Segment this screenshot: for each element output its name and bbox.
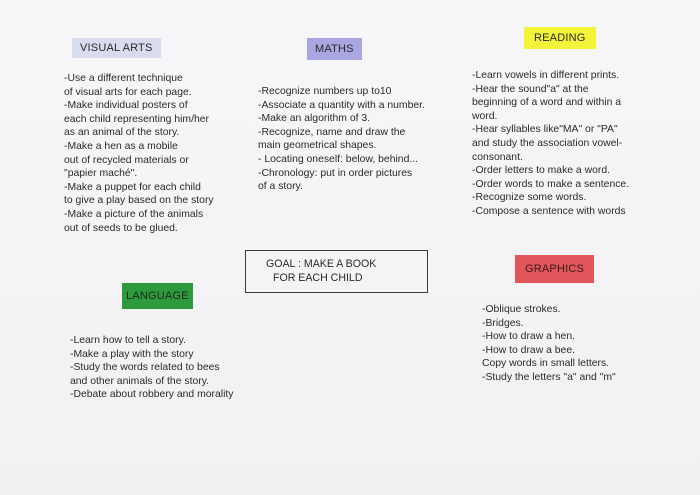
visual-arts-label: VISUAL ARTS [72,38,161,58]
list-item: -How to draw a bee. [482,344,575,356]
list-item: -Make an algorithm of 3. [258,113,371,125]
list-item: -Recognize, name and draw the [258,126,406,138]
list-item: out of recycled materials or [64,154,189,166]
list-item: - Locating oneself: below, behind... [258,153,419,165]
list-item: -Learn vowels in different prints. [472,70,620,81]
graphics-label: GRAPHICS [515,255,594,283]
list-item: -Debate about robbery and morality [70,389,234,401]
list-item: -Order words to make a sentence. [472,178,630,190]
maths-list [258,85,425,194]
list-item: beginning of a word and within a [472,97,622,109]
goal-box [245,250,428,293]
list-item: and study the association vowel- [472,137,623,149]
list-item: -How to draw a hen. [482,331,575,343]
list-item: -Associate a quantity with a number. [258,99,425,111]
list-item: -Bridges. [482,317,524,329]
reading-label: READING [524,27,596,49]
list-item: word. [472,110,498,122]
list-item: -Make individual posters of [64,100,188,112]
goal-line-2: FOR EACH CHILD [273,272,363,284]
list-item: -Use a different technique [64,73,183,84]
maths-label: MATHS [307,38,362,60]
list-item: -Make a picture of the animals [64,208,204,220]
list-item: -Hear the sound"a" at the [472,83,589,95]
list-item: out of seeds to be glued. [64,222,178,234]
reading-list [472,69,629,219]
language-label: LANGUAGE [122,283,193,309]
list-item: -Recognize numbers up to10 [258,86,392,97]
list-item: -Order letters to make a word. [472,165,611,177]
list-item: -Hear syllables like"MA" or "PA" [472,124,618,136]
list-item: main geometrical shapes. [258,140,377,152]
list-item: "papier maché". [64,168,138,180]
goal-line-1: GOAL : MAKE A BOOK [266,258,377,270]
list-item: and other animals of the story. [70,375,209,387]
list-item: consonant. [472,151,523,163]
list-item: to give a play based on the story [64,195,214,207]
list-item: -Oblique strokes. [482,304,561,315]
visual-arts-list [64,72,214,235]
list-item: -Make a puppet for each child [64,181,201,193]
list-item: -Learn how to tell a story. [70,335,186,346]
list-item: -Make a hen as a mobile [64,140,178,152]
graphics-list [482,303,616,385]
list-item: -Make a play with the story [70,348,194,360]
list-item: Copy words in small letters. [482,358,610,370]
list-item: -Compose a sentence with words [472,205,626,217]
list-item: -Study the words related to bees [70,362,220,374]
list-item: -Chronology: put in order pictures [258,167,413,179]
language-list [70,334,233,402]
list-item: of a story. [258,181,303,193]
list-item: of visual arts for each page. [64,86,192,98]
list-item: each child representing him/her [64,113,209,125]
list-item: -Study the letters "a" and "m" [482,371,616,383]
list-item: -Recognize some words. [472,192,587,204]
list-item: as an animal of the story. [64,127,180,139]
